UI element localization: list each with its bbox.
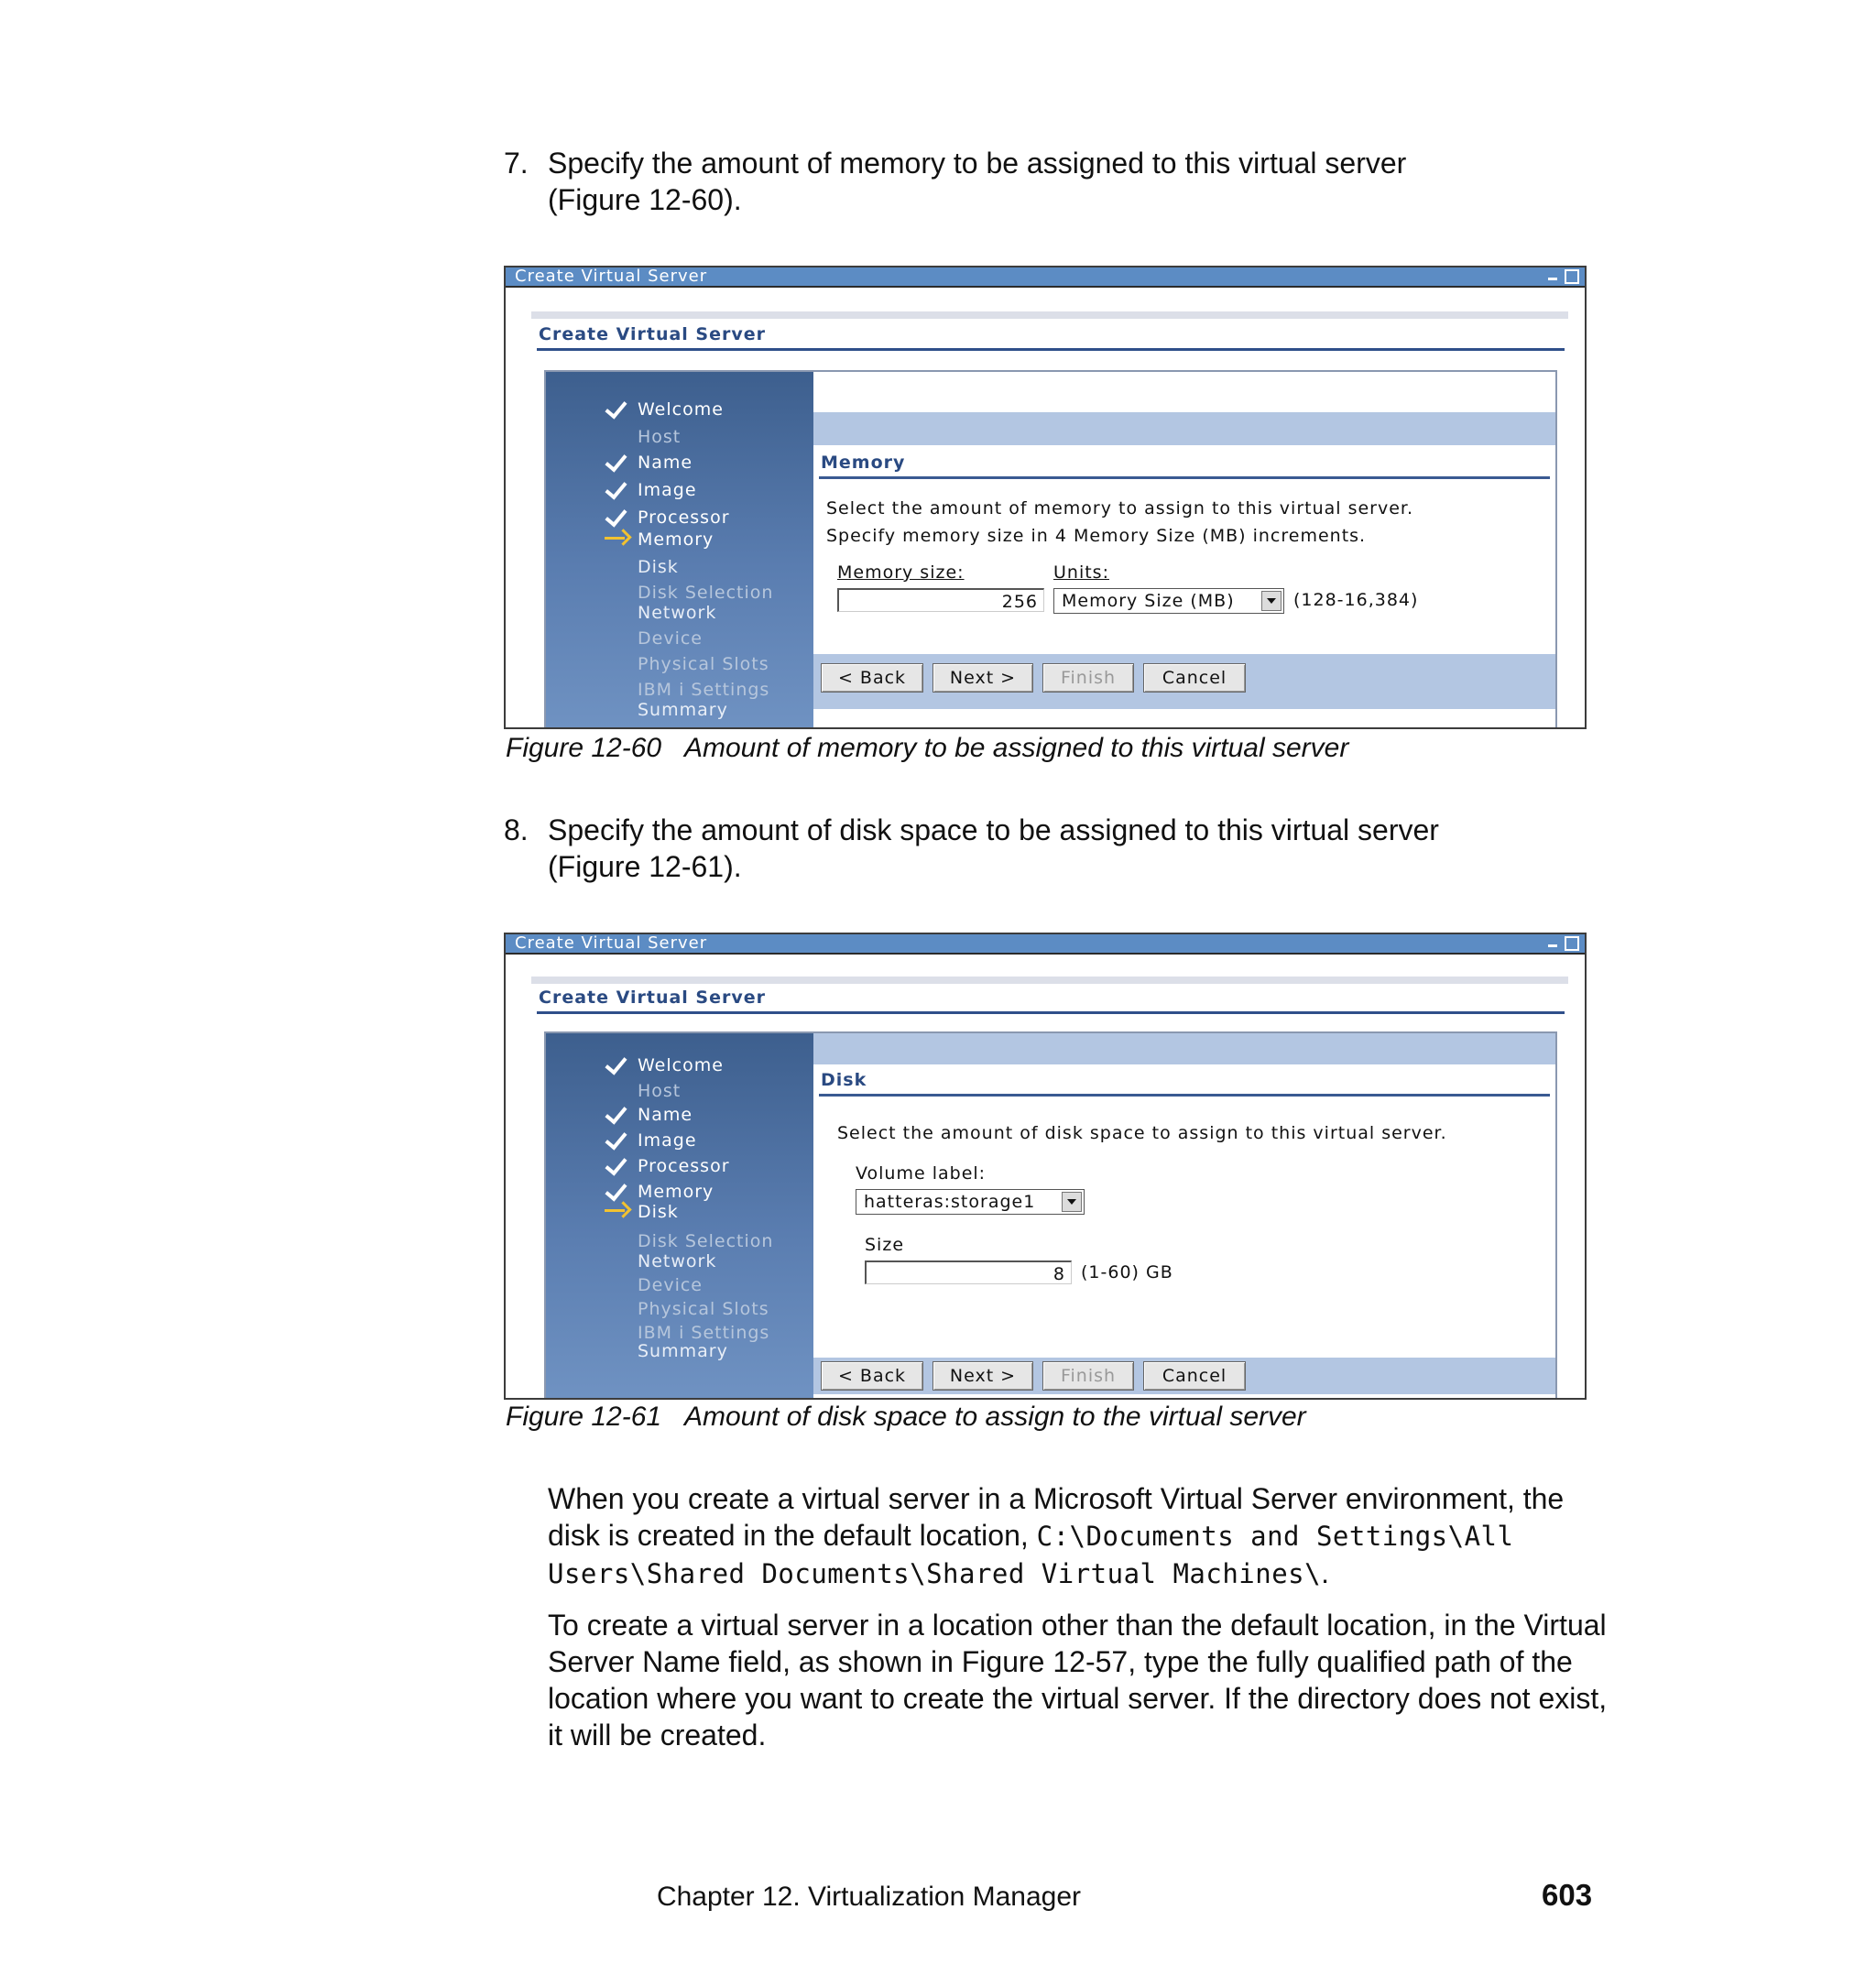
section-rule [819,1094,1550,1097]
nav-item-name[interactable]: Name [638,1105,693,1125]
description-text-2: Specify memory size in 4 Memory Size (MB) increments. [826,526,1367,546]
nav-item-name[interactable]: Name [638,453,693,473]
wizard-title-rule [537,348,1565,351]
figure-number: Figure 12-61 [506,1402,662,1432]
cancel-button[interactable]: Cancel [1143,663,1246,693]
memory-size-input[interactable]: 256 [837,588,1044,612]
window-title: Create Virtual Server [515,933,708,953]
next-button[interactable]: Next > [933,663,1033,693]
finish-button[interactable]: Finish [1042,1361,1134,1391]
maximize-icon[interactable] [1565,269,1579,284]
description-text: Select the amount of memory to assign to this virtual server. [826,498,1414,518]
checkmark-icon [605,451,630,473]
size-label: Size [865,1235,905,1255]
checkmark-icon [605,506,630,528]
figure-caption [506,1402,1306,1433]
window-title: Create Virtual Server [515,267,708,286]
cancel-button[interactable]: Cancel [1143,1361,1246,1391]
nav-item-disk-selection[interactable]: Disk Selection [638,583,774,603]
volume-select-value: hatteras:storage1 [864,1192,1036,1212]
nav-item-disk-selection[interactable]: Disk Selection [638,1231,774,1251]
step-text: Specify the amount of memory to be assigned to this virtual server [548,147,1407,180]
window-titlebar [506,934,1585,955]
paragraph-text: When you create a virtual server in a Microsoft Virtual Server environment, the disk is created in the default location, [548,1482,1565,1552]
paragraph-other-location: To create a virtual server in a location other than the default location, in the Virtual Server Name field, as shown in Figure 12-57, type the fully qualified path of the location where you want to create the virtual server. If the directory does not exist, it will be created. [548,1609,1608,1751]
step-8 [504,812,1603,889]
checkmark-icon [605,478,630,500]
wizard-steps-sidebar [546,1033,813,1398]
checkmark-icon [605,1180,630,1202]
volume-label [856,1163,986,1184]
step-text-cont: (Figure 12-60). [548,183,742,216]
header-stripe [531,311,1568,319]
finish-button[interactable]: Finish [1042,663,1134,693]
nav-item-physical-slots[interactable]: Physical Slots [638,654,769,674]
step-number: 7. [504,147,529,180]
section-title: Memory [821,453,906,473]
nav-item-device[interactable]: Device [638,628,703,649]
maximize-icon[interactable] [1565,936,1579,951]
nav-item-image[interactable]: Image [638,1130,697,1151]
volume-label-select[interactable] [856,1189,1085,1215]
section-rule [819,476,1550,479]
wizard-frame [544,1031,1557,1400]
wizard-title: Create Virtual Server [539,988,766,1008]
units-select[interactable] [1053,588,1284,614]
figure-number: Figure 12-60 [506,733,662,763]
nav-item-network[interactable]: Network [638,1251,717,1271]
paragraph-default-location [548,1480,1610,1592]
step-text-cont: (Figure 12-61). [548,850,742,883]
figure-caption-text: Amount of memory to be assigned to this virtual server [684,733,1349,763]
size-range-text: (1-60) GB [1081,1262,1173,1282]
step-text: Specify the amount of disk space to be assigned to this virtual server [548,813,1439,846]
create-virtual-server-window-memory [504,266,1587,729]
nav-item-summary[interactable]: Summary [638,700,728,720]
default-path-code: C:\Documents and Settings\All [1036,1521,1514,1552]
units-select-value: Memory Size (MB) [1062,591,1235,611]
nav-item-ibm-i-settings[interactable]: IBM i Settings [638,1323,770,1343]
create-virtual-server-window-disk [504,933,1587,1400]
header-stripe [531,977,1568,984]
content-top-band [813,1033,1555,1064]
wizard-steps-sidebar [546,372,813,727]
nav-item-ibm-i-settings[interactable]: IBM i Settings [638,680,770,700]
chevron-down-icon[interactable] [1062,1192,1082,1212]
nav-item-host[interactable]: Host [638,427,682,447]
minimize-icon[interactable] [1546,269,1559,282]
figure-caption [506,733,1348,764]
default-path-code-cont: Users\Shared Documents\Shared Virtual Machines\ [548,1558,1322,1589]
back-button[interactable]: < Back [821,1361,923,1391]
nav-item-memory[interactable]: Memory [638,1182,714,1202]
figure-caption-text: Amount of disk space to assign to the virtual server [684,1402,1306,1432]
nav-item-memory[interactable]: Memory [638,529,714,550]
nav-item-device[interactable]: Device [638,1275,703,1295]
nav-item-network[interactable]: Network [638,603,717,623]
wizard-content [813,1033,1555,1398]
step-number: 8. [504,813,529,846]
description-text: Select the amount of disk space to assign to this virtual server. [837,1123,1447,1143]
checkmark-icon [605,1053,630,1075]
checkmark-icon [605,1154,630,1176]
nav-item-summary[interactable]: Summary [638,1341,728,1361]
memory-range-text: (128-16,384) [1293,590,1419,610]
nav-item-processor[interactable]: Processor [638,507,730,528]
chapter-footer: Chapter 12. Virtualization Manager [656,1882,1081,1912]
checkmark-icon [605,1129,630,1151]
next-button[interactable]: Next > [933,1361,1033,1391]
nav-item-disk[interactable]: Disk [638,1202,679,1222]
section-title: Disk [821,1070,867,1090]
nav-item-disk[interactable]: Disk [638,557,679,577]
size-input[interactable]: 8 [865,1260,1072,1284]
paragraph-end: . [1321,1556,1329,1589]
current-step-arrow-icon [605,528,630,550]
nav-item-host[interactable]: Host [638,1081,682,1101]
wizard-frame [544,370,1557,729]
chevron-down-icon[interactable] [1261,591,1282,611]
step-7 [504,145,1603,222]
back-button[interactable]: < Back [821,663,923,693]
nav-item-image[interactable]: Image [638,480,697,500]
wizard-content [813,372,1555,727]
wizard-title: Create Virtual Server [539,324,766,344]
nav-item-processor[interactable]: Processor [638,1156,730,1176]
window-titlebar [506,267,1585,288]
units-label: Units: [1053,562,1109,583]
nav-item-welcome[interactable]: Welcome [638,1055,724,1075]
page-number: 603 [1542,1878,1593,1912]
minimize-icon[interactable] [1546,936,1559,949]
volume-label-text: Volume label: [856,1163,987,1184]
wizard-title-rule [537,1011,1565,1014]
current-step-arrow-icon [605,1200,630,1222]
nav-item-physical-slots[interactable]: Physical Slots [638,1299,769,1319]
content-top-band [813,412,1555,445]
nav-item-welcome[interactable]: Welcome [638,399,724,420]
memory-size-label: Memory size: [837,562,965,583]
checkmark-icon [605,1103,630,1125]
checkmark-icon [605,398,630,420]
